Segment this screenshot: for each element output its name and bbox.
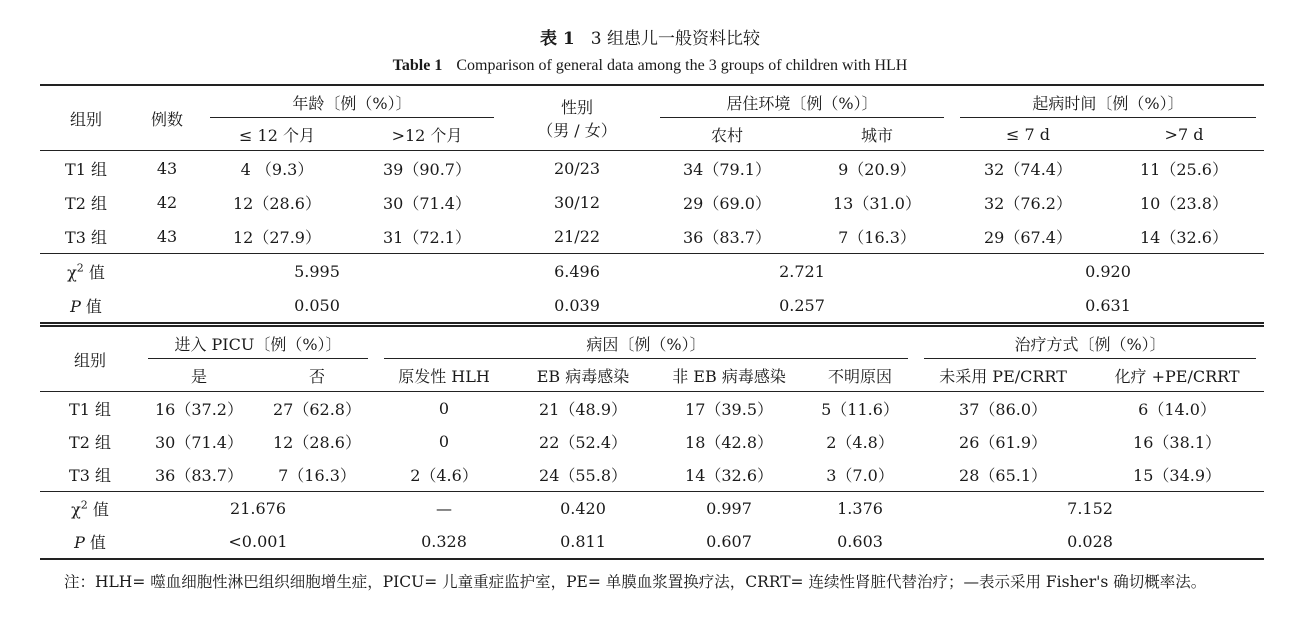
chi-primary: — [436, 499, 453, 518]
table-row [40, 219, 1264, 254]
chi-eb: 0.420 [560, 499, 606, 518]
cell-onset-le7: 32（74.4） [984, 159, 1072, 179]
cell-count: 43 [132, 219, 202, 254]
header-group: 组别 [40, 85, 132, 151]
cell-treat-none: 37（86.0） [959, 400, 1048, 419]
chi-unknown: 1.376 [837, 499, 883, 518]
table-caption-en [0, 55, 1300, 77]
cell-non-eb: 18（42.8） [685, 433, 774, 452]
cell-treat-chemo: 16（38.1） [1133, 433, 1222, 452]
cell-group: T2 组 [69, 433, 111, 452]
cell-group: T3 组 [40, 458, 140, 492]
table-row [40, 185, 1264, 219]
cell-age-gt12: 30（71.4） [383, 193, 471, 213]
header-treatment: 治疗方式〔例（%）〕 [916, 326, 1264, 359]
cell-eb: 24（55.8） [512, 458, 654, 492]
cell-picu-no: 12（28.6） [273, 433, 361, 452]
p-symbol: P [70, 296, 81, 316]
header-cause-non-eb: 非 EB 病毒感染 [654, 359, 804, 392]
header-residence-urban: 城市 [802, 118, 952, 151]
header-treat-none: 未采用 PE/CRRT [916, 359, 1090, 392]
p-symbol: P [74, 533, 85, 552]
cell-primary: 2（4.6） [376, 458, 512, 492]
cell-group: T1 组 [69, 400, 111, 419]
cell-age-le12: 4 （9.3） [240, 159, 314, 179]
chi-picu: 21.676 [230, 499, 286, 518]
cell-picu-yes: 36（83.7） [140, 458, 258, 492]
header-picu-no: 否 [258, 359, 376, 392]
cell-sex: 20/23 [553, 158, 601, 178]
header-onset-gt7: >7 d [1104, 118, 1264, 151]
cell-onset-gt7: 14（32.6） [1104, 219, 1264, 254]
header-cause-eb: EB 病毒感染 [512, 359, 654, 392]
chi-sex: 6.496 [554, 261, 600, 281]
cell-count: 42 [156, 192, 178, 212]
header-sex-line1: 性别 [560, 98, 593, 117]
chi-suffix: 值 [87, 500, 109, 519]
chi-onset: 0.920 [1085, 261, 1131, 281]
cell-primary: 0 [438, 399, 450, 418]
table-title-en: Comparison of general data among the 3 groups of children with HLH [456, 57, 908, 74]
cell-non-eb: 14（32.6） [654, 458, 804, 492]
table-general-data-part2 [40, 325, 1264, 560]
table-caption-cn [0, 28, 1300, 50]
cell-age-gt12: 31（72.1） [352, 219, 502, 254]
chi-square-label [40, 492, 140, 526]
p-value-label [40, 525, 140, 559]
chi-residence: 2.721 [779, 261, 825, 281]
p-treatment: 0.028 [916, 525, 1264, 559]
cell-eb: 21（48.9） [539, 400, 628, 419]
p-residence: 0.257 [652, 288, 952, 323]
header-residence: 居住环境〔例（%）〕 [652, 85, 952, 118]
p-picu: <0.001 [140, 525, 376, 559]
cell-picu-no: 27（62.8） [273, 400, 361, 419]
header-cause: 病因〔例（%）〕 [376, 326, 916, 359]
cell-age-le12: 12（27.9） [202, 219, 352, 254]
cell-onset-le7: 29（67.4） [952, 219, 1104, 254]
cell-rural: 29（69.0） [683, 193, 771, 213]
cell-onset-le7: 32（76.2） [984, 193, 1072, 213]
table-label-en: Table 1 [392, 57, 443, 74]
header-onset-le7: ≤ 7 d [952, 118, 1104, 151]
chi-symbol: χ [71, 500, 81, 519]
chi-square-label [40, 254, 132, 289]
table-label-cn: 表 1 [540, 29, 575, 49]
cell-count: 43 [156, 158, 178, 178]
cell-eb: 22（52.4） [539, 433, 628, 452]
header-onset: 起病时间〔例（%）〕 [952, 85, 1264, 118]
p-non-eb: 0.607 [654, 525, 804, 559]
cell-age-le12: 12（28.6） [233, 193, 321, 213]
header-age-le12: ≤ 12 个月 [202, 118, 352, 151]
cell-treat-chemo: 6（14.0） [1138, 400, 1216, 419]
cell-picu-no: 7（16.3） [258, 458, 376, 492]
header-cause-unknown: 不明原因 [804, 359, 916, 392]
header-age: 年龄〔例（%）〕 [202, 85, 502, 118]
cell-unknown: 5（11.6） [821, 400, 899, 419]
cell-group: T1 组 [65, 159, 107, 179]
p-eb: 0.811 [512, 525, 654, 559]
cell-urban: 7（16.3） [802, 219, 952, 254]
cell-group: T2 组 [65, 193, 107, 213]
header-picu-yes: 是 [140, 359, 258, 392]
header-treat-chemo: 化疗 +PE/CRRT [1090, 359, 1264, 392]
chi-sup: 2 [76, 261, 84, 275]
p-value-row [40, 525, 1264, 559]
cell-onset-gt7: 11（25.6） [1140, 159, 1228, 179]
header-group: 组别 [40, 326, 140, 392]
header-cause-primary: 原发性 HLH [376, 359, 512, 392]
table-row [40, 392, 1264, 426]
table-title-cn: 3 组患儿一般资料比较 [590, 29, 760, 49]
cell-unknown: 3（7.0） [804, 458, 916, 492]
chi-suffix: 值 [83, 262, 105, 282]
table-footnote: 注：HLH= 噬血细胞性淋巴组织细胞增生症，PICU= 儿童重症监护室，PE= 单膜血浆置换疗法，CRRT= 连续性肾脏代替治疗；—表示采用 Fisher's 确切概率法。 [64, 573, 1207, 591]
p-sex: 0.039 [502, 288, 652, 323]
p-unknown: 0.603 [804, 525, 916, 559]
chi-sup: 2 [80, 498, 88, 512]
cell-urban: 13（31.0） [833, 193, 921, 213]
header-picu: 进入 PICU〔例（%）〕 [140, 326, 376, 359]
p-age: 0.050 [132, 288, 502, 323]
cell-rural: 36（83.7） [652, 219, 802, 254]
cell-urban: 9（20.9） [838, 159, 916, 179]
cell-picu-yes: 30（71.4） [155, 433, 243, 452]
table-general-data-part1 [40, 84, 1264, 324]
header-sex [502, 85, 652, 151]
table-row [40, 458, 1264, 492]
chi-age: 5.995 [294, 261, 340, 281]
p-value-label [40, 288, 132, 323]
p-suffix: 值 [84, 533, 106, 552]
cell-rural: 34（79.1） [683, 159, 771, 179]
chi-square-row [40, 492, 1264, 526]
header-age-gt12: >12 个月 [352, 118, 502, 151]
cell-treat-none: 28（65.1） [916, 458, 1090, 492]
cell-age-gt12: 39（90.7） [383, 159, 471, 179]
cell-primary: 0 [438, 432, 450, 451]
cell-treat-chemo: 15（34.9） [1090, 458, 1264, 492]
header-count: 例数 [132, 85, 202, 151]
header-sex-line2: （男 / 女） [537, 121, 617, 140]
chi-treatment: 7.152 [1067, 499, 1113, 518]
cell-unknown: 2（4.8） [826, 433, 894, 452]
cell-non-eb: 17（39.5） [685, 400, 774, 419]
table-row [40, 151, 1264, 186]
cell-sex: 30/12 [553, 192, 601, 212]
table-row [40, 425, 1264, 458]
cell-treat-none: 26（61.9） [959, 433, 1048, 452]
chi-square-row [40, 254, 1264, 289]
p-onset: 0.631 [952, 288, 1264, 323]
cell-onset-gt7: 10（23.8） [1140, 193, 1228, 213]
cell-group: T3 组 [40, 219, 132, 254]
cell-picu-yes: 16（37.2） [155, 400, 243, 419]
p-value-row [40, 288, 1264, 323]
header-residence-rural: 农村 [652, 118, 802, 151]
p-suffix: 值 [80, 296, 102, 316]
chi-symbol: χ [67, 262, 77, 282]
chi-non-eb: 0.997 [706, 499, 752, 518]
cell-sex: 21/22 [502, 219, 652, 254]
p-primary: 0.328 [376, 525, 512, 559]
